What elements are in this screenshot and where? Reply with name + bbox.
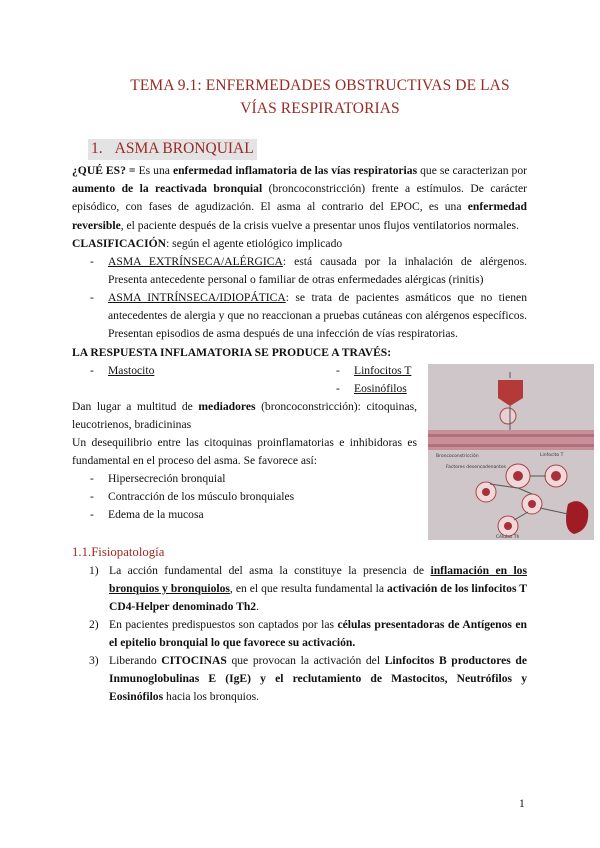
figure-label: Células Th [496,535,520,540]
favorece-item [90,506,204,524]
epithelium-line [428,444,594,447]
respuesta-heading [72,344,391,362]
section-number: 1. [91,140,103,157]
dash-bullet: - [90,364,94,377]
title-line-2: VÍAS RESPIRATORIAS [240,100,400,117]
section-heading-asma [88,139,257,160]
list-number: 3) [89,654,99,667]
asthma-pathophysiology-figure [428,364,594,540]
figure-label: Linfocito T [540,453,564,458]
text-run: , el paciente después de la crisis vuelve a presentar unos flujos ventilatorios normales. [120,218,519,232]
text-run: (broncoconstricción) frente a estímulos. De carácter episódico, con fases de agudización. El asma al contrario del EPOC, es una [72,182,527,214]
eosinofilos-term: Eosinófilos [354,382,407,395]
text-run: . [256,600,259,614]
figure-illustration [428,364,594,540]
list-item-intrinseca [90,289,527,344]
underlined-term: ASMA INTRÍNSECA/IDIOPÁTICA [108,291,286,304]
dash-bullet: - [336,364,340,377]
text-run: Es una [135,164,173,177]
text-run: La acción fundamental del asma la constituye la presencia de [109,564,431,577]
dash-bullet: - [90,490,94,503]
underlined-term: ASMA EXTRÍNSECA/ALÉRGICA [108,255,283,268]
dash-bullet: - [90,508,94,521]
list-item-eosinofilos [336,380,407,398]
que-es-paragraph [72,162,527,235]
page-title [60,74,580,120]
favorece-text: Hipersecreción bronquial [108,472,226,485]
favorece-item [90,470,226,488]
linfocitos-term: Linfocitos T [354,364,412,377]
text-run: Liberando [109,654,162,667]
list-item-extrinseca [90,253,527,289]
mastocito-term: Mastocito [108,364,155,377]
bold-run: CITOCINAS [161,654,227,667]
text-run: , en el que resulta fundamental la [229,582,388,596]
text-run: En pacientes predispuestos son captados por las [109,618,338,631]
page-number: 1 [519,798,525,810]
subsection-heading: 1.1.Fisiopatología [72,545,165,559]
figure-label: Factores desencadenantes [446,465,507,470]
dash-bullet: - [90,472,94,485]
favorece-text: Edema de la mucosa [108,508,204,521]
cell-shape [500,408,516,424]
dash-bullet: - [90,291,94,304]
lymphocyte-nucleus [513,471,523,481]
text-run: : según el agente etiológico implicado [166,237,343,250]
list-number: 2) [89,618,99,631]
figure-label: Broncoconstricción [436,454,479,459]
text-run: : está causada por la inhalación de alérgenos. Presenta antecedente personal o familiar de otras enfermedades alérgicas (rinitis) [108,255,527,287]
bold-run: células presentadoras de Antígenos en el epitelio bronquial lo que favorece su activación. [109,618,527,650]
bold-run: mediadores [198,400,256,413]
clasificacion-line [72,235,342,253]
text-run: : se trata de pacientes asmáticos que no tienen antecedentes de alergia y que no reaccionan a pruebas cutáneas con alérgenos específicos. Presentan episodios de asma después de una infección de vías respiratorias. [108,291,527,341]
title-line-1: TEMA 9.1: ENFERMEDADES OBSTRUCTIVAS DE LAS [130,77,510,94]
cell-nucleus [551,471,561,481]
bold-underlined-run: inflamación en los bronquios y bronquiolos [109,564,527,596]
que-es-label: ¿QUÉ ES? = [72,164,136,177]
bold-run: aumento de la reactivada bronquial [72,182,263,196]
dash-bullet: - [336,382,340,395]
desequilibrio-paragraph: Un desequilibrio entre las citoquinas proinflamatorias e inhibidoras es fundamental en el proceso del asma. Se favorece así: [72,436,417,468]
fisio-item-text [109,616,527,652]
list-number: 1) [89,564,99,577]
section-label: ASMA BRONQUIAL [114,140,254,157]
text-run: Dan lugar a multitud de [72,400,199,413]
dash-bullet: - [90,255,94,268]
epithelium-line [428,434,594,437]
bold-run: enfermedad inflamatoria de las vías respiratorias [172,164,418,177]
mediadores-paragraph [72,398,417,434]
cell-nucleus [482,488,490,496]
fisio-item-text [109,562,527,617]
respuesta-heading-text: LA RESPUESTA INFLAMATORIA SE PRODUCE A TRAVÉS: [72,346,392,359]
clasificacion-label: CLASIFICACIÓN [72,237,167,250]
text-run: que se caracterizan por [417,164,527,177]
favorece-text: Contracción de los músculo bronquiales [108,490,295,503]
cell-nucleus [504,522,512,530]
text-run: que provocan la activación del [226,654,385,667]
favorece-item [90,488,295,506]
bold-run: Linfocitos B productores de Inmunoglobulinas E (IgE) y el reclutamiento de Mastocitos, Neutrófilos y Eosinófilos [109,654,528,704]
cell-nucleus [528,500,536,508]
fisio-item-text [109,652,527,707]
bold-run: enfermedad reversible [72,200,527,232]
text-run: hacia los bronquios. [163,690,260,704]
text-run: (broncoconstricción): citoquinas, leucotrienos, bradicininas [72,400,417,432]
list-item-mastocito [90,362,155,380]
list-item-linfocitos [336,362,412,380]
bold-run: activación de los linfocitos T CD4-Helper denominado Th2 [109,582,527,614]
